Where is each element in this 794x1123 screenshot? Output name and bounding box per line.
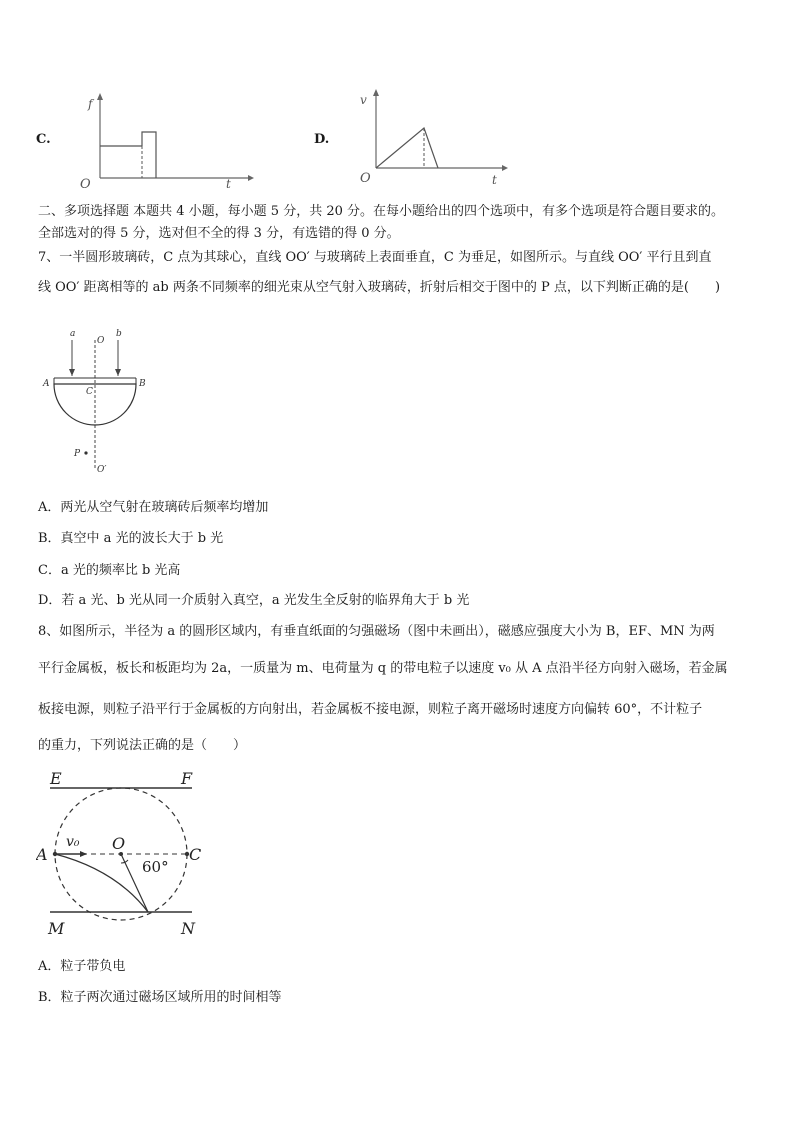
q8-label-A: A xyxy=(36,845,48,864)
q8-label-O: O xyxy=(112,834,126,853)
q7-label-a: a xyxy=(70,329,76,339)
q7-label-P: P xyxy=(74,449,81,459)
section2-line2: 全部选对的得 5 分，选对但不全的得 3 分，有选错的得 0 分。 xyxy=(38,226,400,241)
q8-option-b: B．粒子两次通过磁场区域所用的时间相等 xyxy=(38,990,282,1005)
q7-line1: 7、一半圆形玻璃砖，C 点为其球心，直线 OO′ 与玻璃砖上表面垂直，C 为垂足，如图所示。与直线 OO′ 平行且到直 xyxy=(38,250,712,265)
q8-line4: 的重力，下列说法正确的是（ ） xyxy=(38,738,247,753)
q7-option-a: A．两光从空气射在玻璃砖后频率均增加 xyxy=(38,500,269,515)
q7-figure xyxy=(40,322,170,482)
q7-option-c: C．a 光的频率比 b 光高 xyxy=(38,563,181,578)
q7-label-B: B xyxy=(139,379,146,389)
graph-d-origin: O xyxy=(360,171,371,186)
q7-line2: 线 OO′ 距离相等的 ab 两条不同频率的细光束从空气射入玻璃砖，折射后相交于图中的 P 点，以下判断正确的是( ) xyxy=(38,280,721,295)
q8-line1: 8、如图所示，半径为 a 的圆形区域内，有垂直纸面的匀强磁场（图中未画出），磁感应强度大小为 B，EF、MN 为两 xyxy=(38,624,715,639)
q8-line2: 平行金属板，板长和板距均为 2a，一质量为 m、电荷量为 q 的带电粒子以速度 v₀ 从 A 点沿半径方向射入磁场，若金属 xyxy=(38,661,728,676)
q8-label-N: N xyxy=(181,919,195,938)
graph-c-y-label: f xyxy=(88,97,93,111)
graph-d-x-arrow xyxy=(502,165,508,171)
q7-label-b: b xyxy=(116,329,122,339)
graph-c-x-arrow xyxy=(248,175,254,181)
graph-c-x-label: t xyxy=(226,177,231,190)
graph-c-plot xyxy=(76,90,256,190)
q7-label-C: C xyxy=(86,387,93,397)
section2-line1: 二、多项选择题 本题共 4 小题，每小题 5 分，共 20 分。在每小题给出的四个选项中，有多个选项是符合题目要求的。 xyxy=(38,204,725,219)
q8-label-E: E xyxy=(50,769,62,788)
q8-label-M: M xyxy=(48,919,65,938)
q8-figure xyxy=(36,764,216,944)
q7-ray-b-arrow xyxy=(115,369,121,376)
graph-c xyxy=(36,90,256,190)
graph-d-y-arrow xyxy=(373,89,379,96)
graph-d-label: D. xyxy=(314,132,330,147)
q8-label-C: C xyxy=(189,845,202,864)
q7-label-O2: O′ xyxy=(97,465,107,475)
graph-d xyxy=(314,88,514,190)
graph-c-y-arrow xyxy=(97,93,103,100)
q7-ray-a-arrow xyxy=(69,369,75,376)
q8-label-F: F xyxy=(181,769,193,788)
q7-point-P xyxy=(84,451,87,454)
q7-option-d: D．若 a 光、b 光从同一介质射入真空，a 光发生全反射的临界角大于 b 光 xyxy=(38,593,470,608)
q8-label-v0: v₀ xyxy=(66,834,80,850)
q7-label-O: O xyxy=(97,336,105,346)
q8-label-angle: 60° xyxy=(142,858,169,876)
q8-velocity-arrow xyxy=(80,851,87,857)
graph-c-line-high xyxy=(142,132,156,178)
graph-d-x-label: t xyxy=(492,173,497,187)
graph-d-plot xyxy=(352,88,512,190)
graph-d-line xyxy=(376,128,438,168)
graph-c-origin: O xyxy=(80,177,91,190)
q8-line3: 板接电源，则粒子沿平行于金属板的方向射出，若金属板不接电源，则粒子离开磁场时速度方向偏转 60°，不计粒子 xyxy=(38,702,703,717)
graph-d-y-label: v xyxy=(360,93,367,107)
q8-option-a: A．粒子带负电 xyxy=(38,959,126,974)
q7-label-A: A xyxy=(43,379,50,389)
graph-c-label: C. xyxy=(36,132,51,147)
q7-option-b: B．真空中 a 光的波长大于 b 光 xyxy=(38,531,224,546)
